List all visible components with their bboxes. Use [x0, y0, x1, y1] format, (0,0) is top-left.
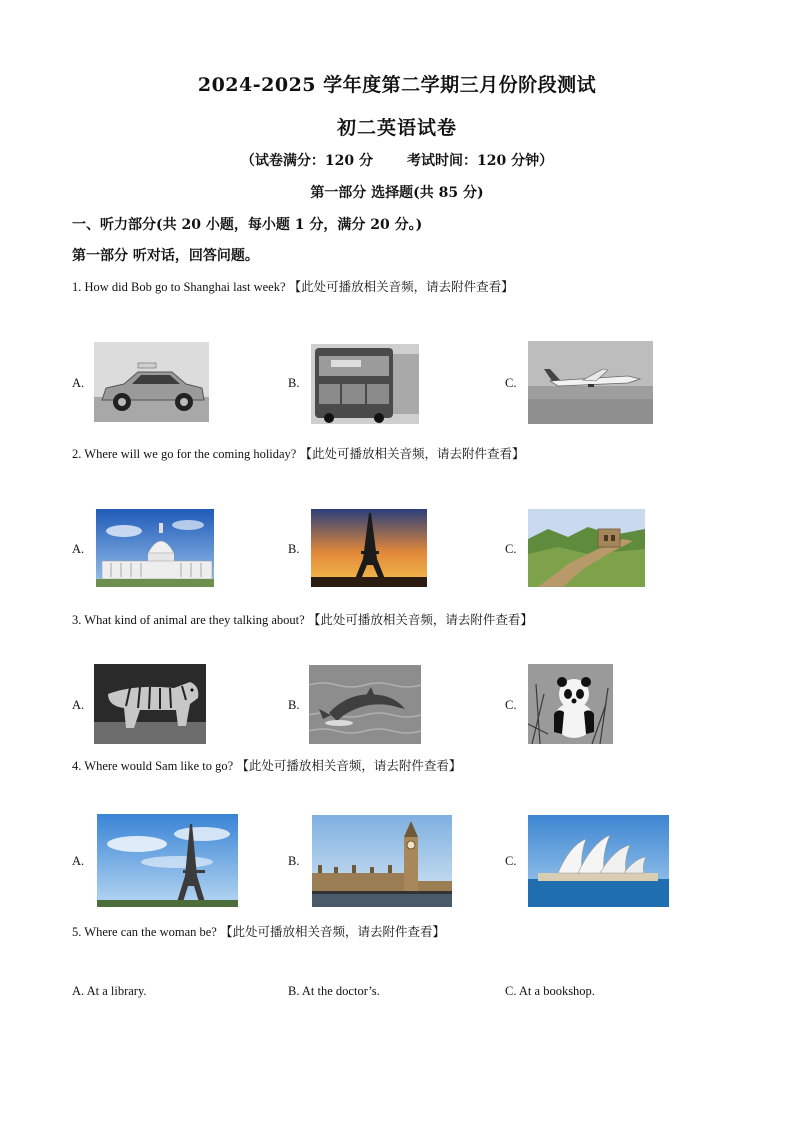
option-label: A. — [72, 376, 85, 390]
audio-note: 【此处可播放相关音频，请去附件查看】 — [219, 924, 445, 939]
airplane-image — [528, 341, 653, 424]
sydney-opera-house-image — [528, 815, 669, 907]
question-text: 4. Where would Sam like to go? — [72, 759, 234, 773]
option-label: C. — [505, 376, 517, 390]
eiffel-tower-sunset-image — [311, 509, 427, 587]
option-label: A. — [72, 542, 85, 556]
big-ben-image — [312, 815, 452, 907]
exam-time: 考试时间：120 分钟） — [407, 153, 554, 169]
option-label: B. — [288, 854, 300, 868]
listening-section-title: 一、听力部分(共 20 小题，每小题 1 分，满分 20 分。) — [72, 217, 423, 233]
panda-image — [528, 664, 613, 744]
audio-note: 【此处可播放相关音频，请去附件查看】 — [307, 612, 533, 627]
question-text: 5. Where can the woman be? — [72, 925, 217, 939]
eiffel-tower-image — [97, 814, 238, 907]
option-b-text: B. At the doctor’s. — [288, 984, 380, 998]
exam-subtitle: 初二英语试卷 — [336, 117, 457, 139]
audio-note: 【此处可播放相关音频，请去附件查看】 — [236, 758, 462, 773]
option-a-text: A. At a library. — [72, 984, 147, 998]
option-label: C. — [505, 542, 517, 556]
exam-title: 2024-2025 学年度第二学期三月份阶段测试 — [197, 74, 597, 96]
option-label: B. — [288, 542, 300, 556]
option-label: A. — [72, 698, 85, 712]
double-decker-bus-image — [311, 344, 419, 424]
question-3 — [72, 610, 533, 628]
great-wall-image — [528, 509, 645, 587]
question-2 — [72, 444, 525, 462]
question-text: 3. What kind of animal are they talking about? — [72, 613, 305, 627]
option-label: C. — [505, 854, 517, 868]
listening-sub-title: 第一部分 听对话，回答问题。 — [72, 248, 259, 264]
exam-info — [0, 150, 794, 170]
part-one-heading: 第一部分 选择题(共 85 分) — [310, 185, 484, 201]
audio-note: 【此处可播放相关音频，请去附件查看】 — [288, 279, 514, 294]
capitol-building-image — [96, 509, 214, 587]
tiger-image — [94, 664, 206, 744]
question-text: 2. Where will we go for the coming holiday? — [72, 447, 297, 461]
full-score: （试卷满分：120 分 — [240, 153, 373, 169]
car-image — [94, 342, 209, 422]
audio-note: 【此处可播放相关音频，请去附件查看】 — [299, 446, 525, 461]
question-text: 1. How did Bob go to Shanghai last week? — [72, 280, 286, 294]
question-1 — [72, 277, 514, 295]
option-c-text: C. At a bookshop. — [505, 984, 595, 998]
option-label: A. — [72, 854, 85, 868]
dolphin-image — [309, 665, 421, 744]
option-label: C. — [505, 698, 517, 712]
question-4 — [72, 756, 461, 774]
question-5 — [72, 922, 445, 940]
option-label: B. — [288, 376, 300, 390]
option-label: B. — [288, 698, 300, 712]
